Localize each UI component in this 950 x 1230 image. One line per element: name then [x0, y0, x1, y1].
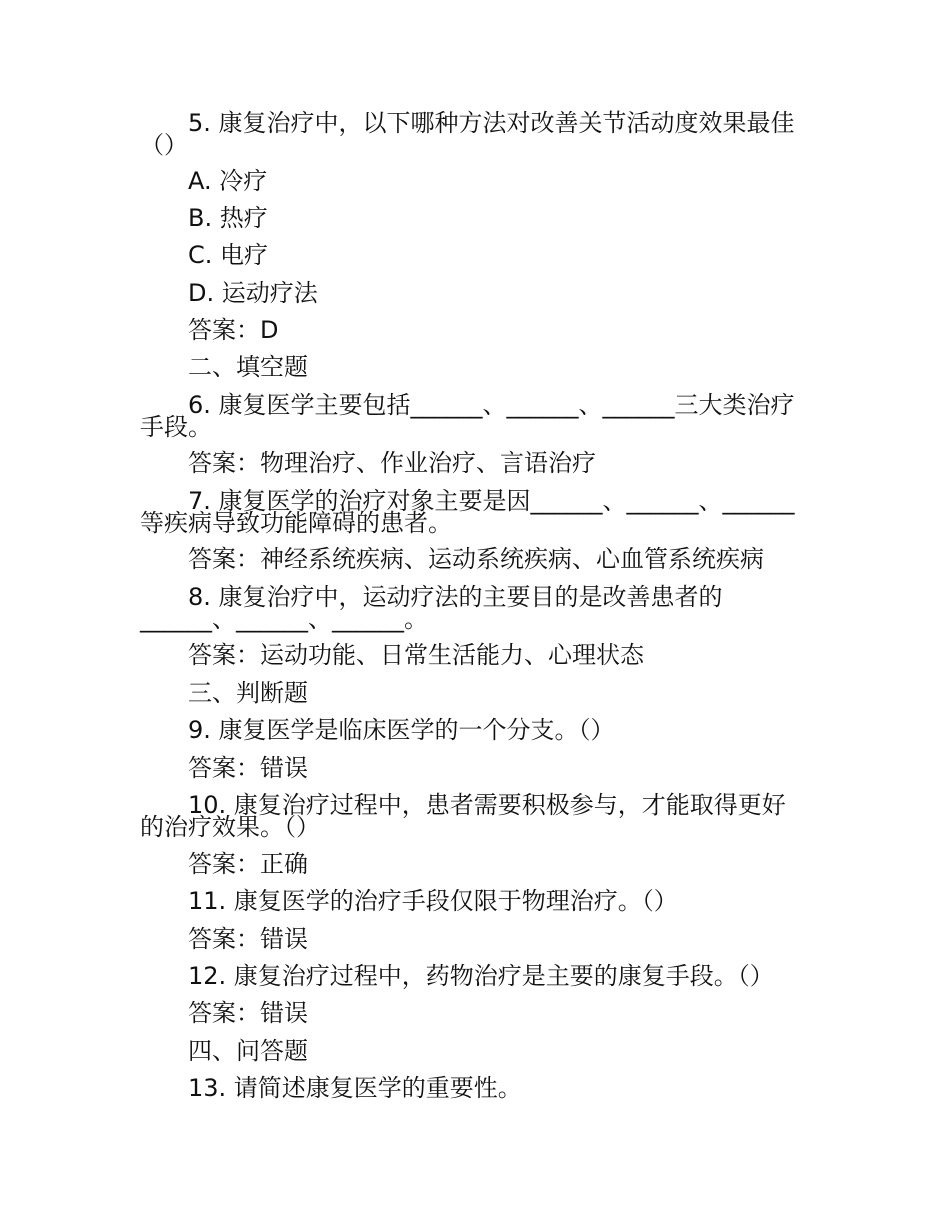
section-heading-short-answer: 四、问答题	[188, 1037, 308, 1065]
option-b: B. 热疗	[188, 204, 268, 232]
section-heading-fill-in: 二、填空题	[188, 353, 308, 381]
option-d: D. 运动疗法	[188, 279, 318, 307]
question-10-continuation: 的治疗效果。（）	[140, 813, 320, 841]
question-7-continuation: 等疾病导致功能障碍的患者。	[140, 509, 452, 537]
question-11-text: 11. 康复医学的治疗手段仅限于物理治疗。（）	[188, 887, 678, 915]
answer-10: 答案：正确	[188, 850, 308, 878]
question-6-continuation: 手段。	[140, 413, 212, 441]
question-7-text: 7. 康复医学的治疗对象主要是因______、______、______	[188, 487, 795, 515]
answer-6: 答案：物理治疗、作业治疗、言语治疗	[188, 449, 596, 477]
question-8-text: 8. 康复治疗中，运动疗法的主要目的是改善患者的	[188, 583, 723, 611]
question-5-text: 5. 康复治疗中，以下哪种方法对改善关节活动度效果最佳	[188, 109, 795, 137]
answer-11: 答案：错误	[188, 925, 308, 953]
option-c: C. 电疗	[188, 241, 269, 269]
question-13-text: 13. 请简述康复医学的重要性。	[188, 1074, 522, 1102]
question-9-text: 9. 康复医学是临床医学的一个分支。（）	[188, 716, 615, 744]
section-heading-true-false: 三、判断题	[188, 679, 308, 707]
answer-7: 答案：神经系统疾病、运动系统疾病、心血管系统疾病	[188, 545, 764, 573]
answer-8: 答案：运动功能、日常生活能力、心理状态	[188, 641, 644, 669]
question-12-text: 12. 康复治疗过程中，药物治疗是主要的康复手段。（）	[188, 962, 774, 990]
answer-5: 答案：D	[188, 316, 279, 344]
answer-9: 答案：错误	[188, 754, 308, 782]
answer-12: 答案：错误	[188, 999, 308, 1027]
option-a: A. 冷疗	[188, 167, 268, 195]
question-5-blank: （）	[140, 131, 188, 159]
question-10-text: 10. 康复治疗过程中，患者需要积极参与，才能取得更好	[188, 791, 786, 819]
question-8-continuation: ______、______、______。	[140, 605, 428, 633]
question-6-text: 6. 康复医学主要包括______、______、______三大类治疗	[188, 391, 795, 419]
